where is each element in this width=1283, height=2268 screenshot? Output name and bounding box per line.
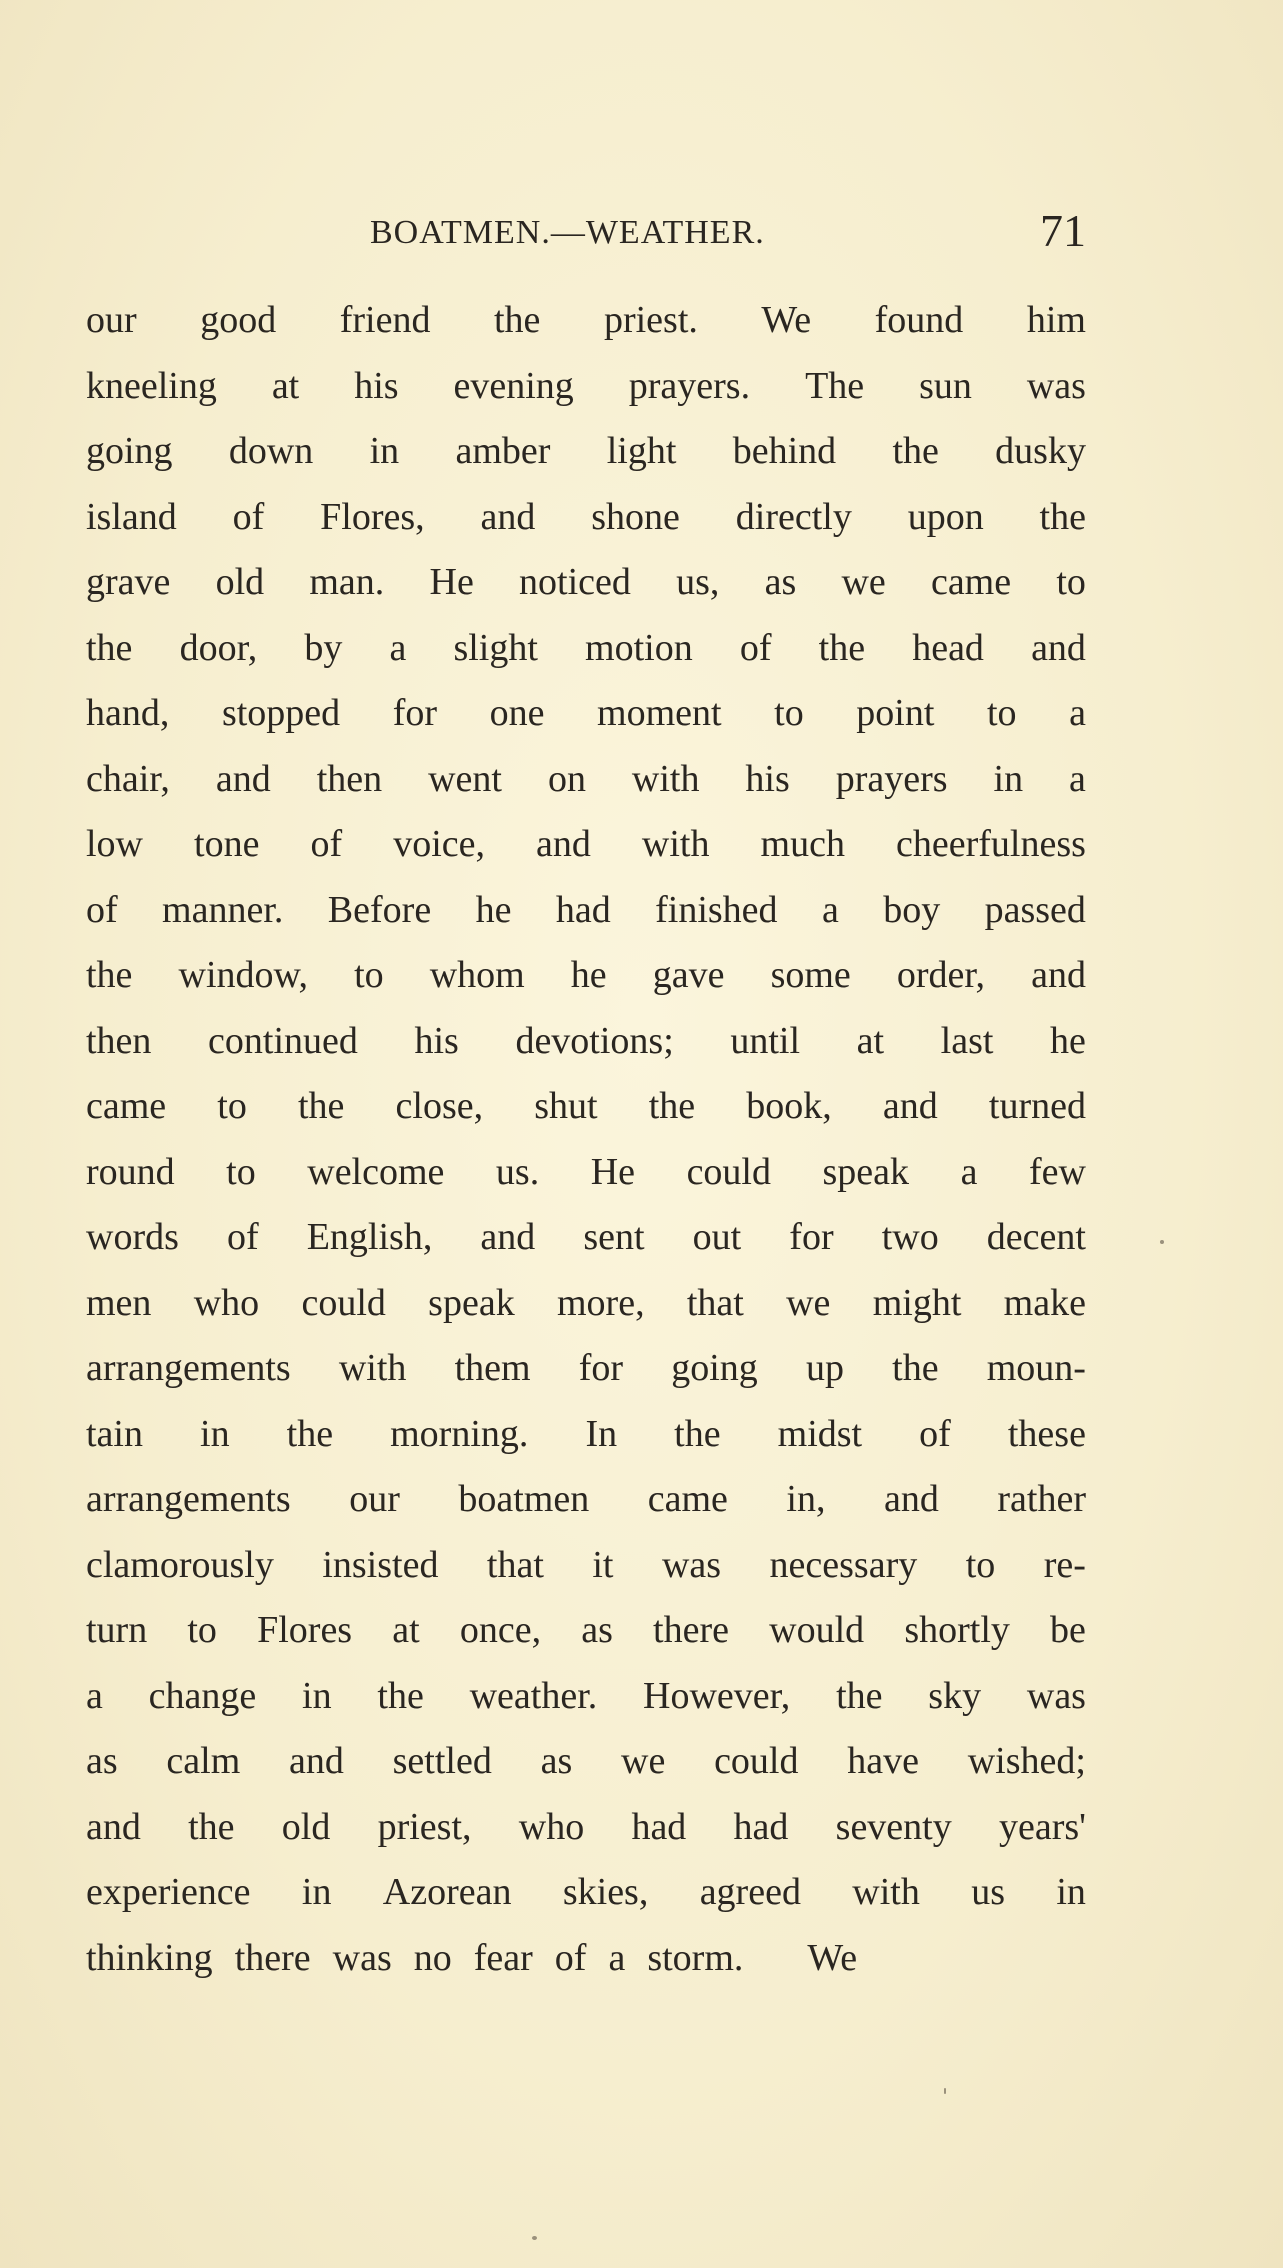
text-line: low tone of voice, and with much cheerfulness [86, 823, 1086, 865]
text-line: kneeling at his evening prayers. The sun was [86, 364, 1086, 407]
text-line: of manner. Before he had finished a boy passed [86, 888, 1086, 931]
text-line: the window, to whom he gave some order, and [86, 954, 1086, 996]
text-line: our good friend the priest. We found him [86, 299, 1086, 341]
text-line: round to welcome us. He could speak a few [86, 1150, 1086, 1193]
text-line: came to the close, shut the book, and turned [86, 1085, 1086, 1127]
paper-speck [944, 2088, 946, 2094]
text-line: experience in Azorean skies, agreed with us in [86, 1871, 1086, 1913]
text-line: turn to Flores at once, as there would shortly be [86, 1609, 1086, 1651]
paper-speck [532, 2236, 537, 2240]
page-number: 71 [1040, 205, 1086, 256]
text-line: as calm and settled as we could have wished; [86, 1740, 1086, 1782]
text-line: grave old man. He noticed us, as we came to [86, 561, 1086, 603]
text-line: hand, stopped for one moment to point to a [86, 692, 1086, 734]
running-head-title: BOATMEN.—WEATHER. [370, 214, 765, 251]
text-line: island of Flores, and shone directly upon the [86, 495, 1086, 538]
text-line: tain in the morning. In the midst of these [86, 1412, 1086, 1455]
text-line: men who could speak more, that we might make [86, 1281, 1086, 1324]
text-line: then continued his devotions; until at last he [86, 1019, 1086, 1062]
text-line: going down in amber light behind the dusky [86, 430, 1086, 472]
paper-speck [1160, 1240, 1164, 1244]
body-text [86, 288, 1086, 1991]
text-line: chair, and then went on with his prayers in a [86, 757, 1086, 800]
text-line: arrangements with them for going up the moun- [86, 1347, 1086, 1389]
text-line: clamorously insisted that it was necessary to re- [86, 1543, 1086, 1586]
text-line: words of English, and sent out for two decent [86, 1216, 1086, 1258]
text-line: a change in the weather. However, the sky was [86, 1674, 1086, 1717]
running-head [86, 204, 1086, 260]
text-line: arrangements our boatmen came in, and rather [86, 1478, 1086, 1520]
text-line: and the old priest, who had had seventy years' [86, 1805, 1086, 1848]
text-line: thinking there was no fear of a storm. We [86, 1936, 858, 1979]
text-line: the door, by a slight motion of the head and [86, 626, 1086, 669]
